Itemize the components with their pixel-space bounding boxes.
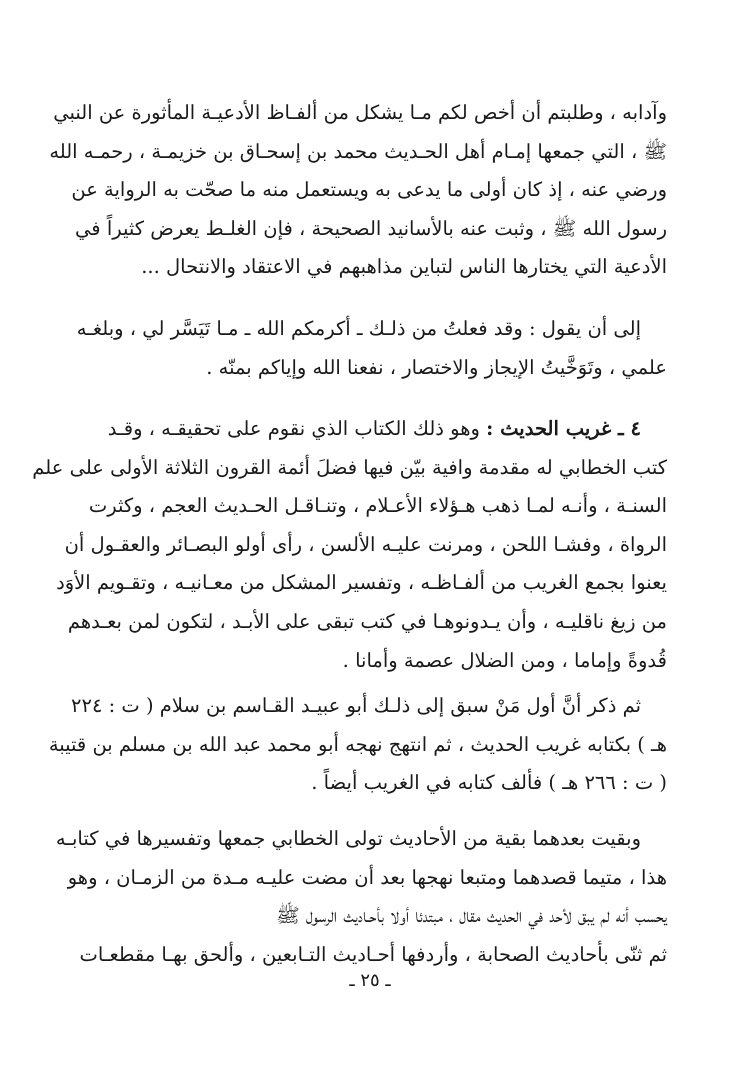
paragraph-quote-end [76, 310, 667, 387]
paragraph-predecessors [48, 687, 667, 803]
text-line: الأدعية التي يختارها الناس لتباين مذاهبهم في الاعتقاد والانتحال ... [141, 255, 667, 279]
text-line: السنـة ، وأنـه لمـا ذهب هـؤلاء الأعـلام ، وتنـاقـل الحـديث العجم ، وكثرت [88, 494, 667, 518]
text-line: وآدابه ، وطلبتم أن أخص لكم مـا يشكل من ألفـاظ الأدعيـة المأثورة عن النبي [53, 101, 667, 124]
text-fragment: وهو ذلك الكتاب الذي نقوم على تحقيقـه ، وقـد [107, 417, 487, 440]
section-heading: ٤ ـ غريب الحديث : [486, 417, 641, 440]
text-line: ثم ثنّى بأحاديث الصحابة ، وأردفها أحـاديث التـابعين ، وألحق بهـا مقطعـات [79, 942, 667, 966]
text-line: الرواة ، وفشـا اللحن ، ومرنت عليـه الألسن ، رأى أولو البصـائر والعقـول أن [64, 532, 667, 556]
text-line: علمي ، وتَوَخَّيتُ الإيجاز والاختصار ، نفعنا الله وإياكم بمنّه . [206, 355, 667, 379]
text-line: ورضي عنه ، إذ كان أولى ما يدعى به ويستعمل منه ما صحّت به الرواية عن [71, 178, 667, 202]
text-line: هذا ، متيما قصدهما ومتبعا نهجها بعد أن مضت عليـه مـدة من الزمـان ، وهو [67, 865, 667, 889]
text-line: ﷺ ، التي جمعها إمـام أهل الحـديث محمد بن إسحـاق بن خزيمـة ، رحمـه الله [49, 139, 667, 163]
text-line: وبقيت بعدهما بقية من الأحاديث تولى الخطابي جمعها وتفسيرها في كتابـه [55, 827, 641, 850]
paragraph-method [55, 820, 667, 974]
text-line: قُدوةً وإماما ، ومن الضلال عصمة وأمانا . [342, 648, 667, 672]
text-line: إلى أن يقول : وقد فعلتُ من ذلـك ـ أكرمكم الله ـ مـا تَيَسَّر لي ، وبلغـه [76, 317, 641, 340]
paragraph-intro [49, 94, 667, 287]
text-line: يعنوا بجمع الغريب من ألفـاظـه ، وتفسير المشكل من معـانيـه ، وتقـويم الأوَد [56, 571, 667, 595]
text-line: ثم ذكر أنَّ أول مَنْ سبق إلى ذلـك أبو عبيـد القـاسم بن سلام ( ت : ٢٢٤ [71, 694, 641, 717]
text-line: يحسب أنه لم يبق لأحد في الحديث مقال ، مبتدئا أولا بأحـاديث الرسول ﷺ [276, 904, 667, 928]
text-line: هـ ) بكتابه غريب الحديث ، ثم انتهج نهجه أبو محمد عبد الله بن مسلم بن قتيبة [48, 732, 667, 756]
text-line: رسول الله ﷺ ، وثبت عنه بالأسانيد الصحيحة ، فإن الغلـط يعرض كثيراً في [75, 216, 667, 240]
text-line: كتب الخطابي له مقدمة وافية بيّن فيها فضلَ أئمة القرون الثلاثة الأولى على علم [32, 455, 667, 479]
page-number: ـ ٢٥ ـ [349, 970, 391, 991]
text-line: من زيغ ناقليـه ، وأن يـدونوهـا في كتب تبقى على الأبـد ، لتكون لمن بعـدهم [67, 609, 667, 633]
text-line: ( ت : ٢٦٦ هـ ) فألف كتابه في الغريب أيضاً . [311, 771, 667, 795]
text-line [90, 410, 667, 449]
paragraph-gharib-al-hadith [32, 410, 667, 680]
